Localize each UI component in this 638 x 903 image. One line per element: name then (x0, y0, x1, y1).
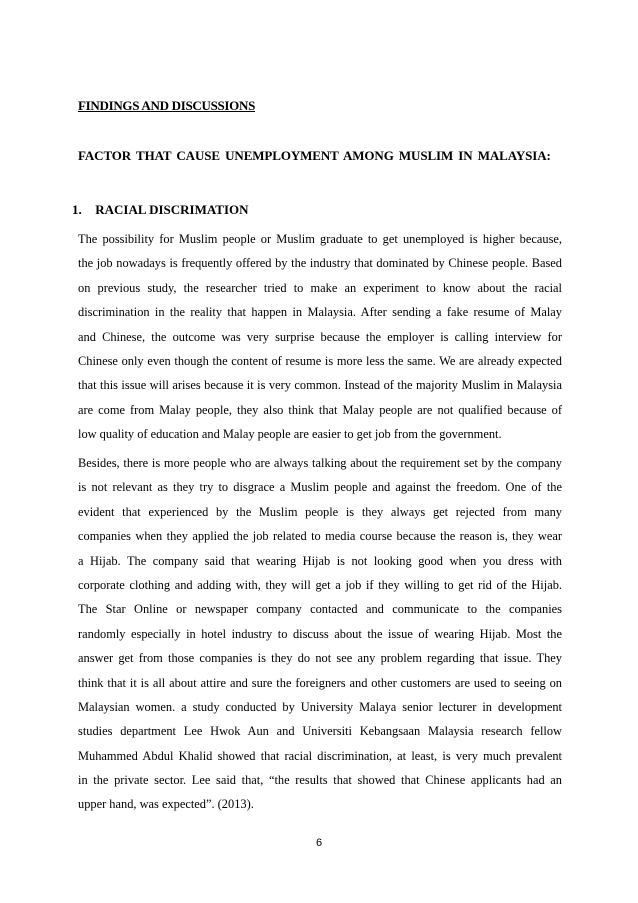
section-title: RACIAL DISCRIMATION (95, 202, 249, 217)
paragraph-line: think that it is all about attire and sure the foreigners and other customers are used to seeing on (78, 675, 562, 690)
paragraph-line: Besides, there is more people who are always talking about the requirement set by the company (78, 456, 562, 470)
factor-heading: FACTOR THAT CAUSE UNEMPLOYMENT AMONG MUSLIM IN MALAYSIA: (78, 148, 551, 163)
paragraph-line: evident that experienced by the Muslim people is they always get rejected from many (78, 504, 562, 519)
paragraph-line: Chinese only even though the content of resume is more less the same. We are already expected (78, 353, 562, 368)
paragraph-line: discrimination in the reality that happen in Malaysia. After sending a fake resume of Malay (78, 305, 562, 320)
paragraph-line: are come from Malay people, they also think that Malay people are not qualified because of (78, 402, 562, 417)
paragraph-line: and Chinese, the outcome was very surprise because the employer is calling interview for (78, 329, 562, 344)
paragraph-line: companies when they applied the job related to media course because the reason is, they wear (78, 529, 562, 544)
paragraph-line: in the private sector. Lee said that, “the results that showed that Chinese applicants had an (78, 773, 562, 788)
paragraph-hijab-discrimination (78, 451, 562, 817)
paragraph-line: studies department Lee Hwok Aun and Universiti Kebangsaan Malaysia research fellow (78, 724, 562, 739)
section-number: 1. (72, 202, 82, 217)
paragraph-line: The Star Online or newspaper company contacted and communicate to the companies (78, 602, 562, 617)
paragraph-line: The possibility for Muslim people or Muslim graduate to get unemployed is higher because, (78, 232, 562, 246)
paragraph-line: low quality of education and Malay people are easier to get job from the government. (78, 427, 502, 442)
paragraph-line: Malaysian women. a study conducted by University Malaya senior lecturer in development (78, 699, 562, 714)
paragraph-line: corporate clothing and adding with, they will get a job if they willing to get rid of the Hijab. (78, 577, 562, 592)
paragraph-line: upper hand, was expected”. (2013). (78, 797, 254, 812)
page-number: 6 (315, 837, 323, 849)
paragraph-line: on previous study, the researcher tried to make an experiment to know about the racial (78, 280, 562, 295)
paragraph-racial-discrimination (78, 227, 562, 447)
paragraph-line: a Hijab. The company said that wearing Hijab is not looking good when you dress with (78, 553, 562, 568)
section-heading (72, 202, 249, 218)
paragraph-line: is not relevant as they try to disgrace a Muslim people and against the freedom. One of the (78, 480, 562, 495)
paragraph-line: the job nowadays is frequently offered by the industry that dominated by Chinese people. Based (78, 256, 562, 271)
paragraph-line: that this issue will arises because it is very common. Instead of the majority Muslim in Malaysia (78, 378, 562, 393)
paragraph-line: randomly especially in hotel industry to discuss about the issue of wearing Hijab. Most the (78, 626, 562, 641)
findings-heading: FINDINGS AND DISCUSSIONS (78, 98, 256, 113)
paragraph-line: answer get from those companies is they do not see any problem regarding that issue. They (78, 651, 562, 666)
paragraph-line: Muhammed Abdul Khalid showed that racial discrimination, at least, is very much prevalent (78, 748, 562, 763)
